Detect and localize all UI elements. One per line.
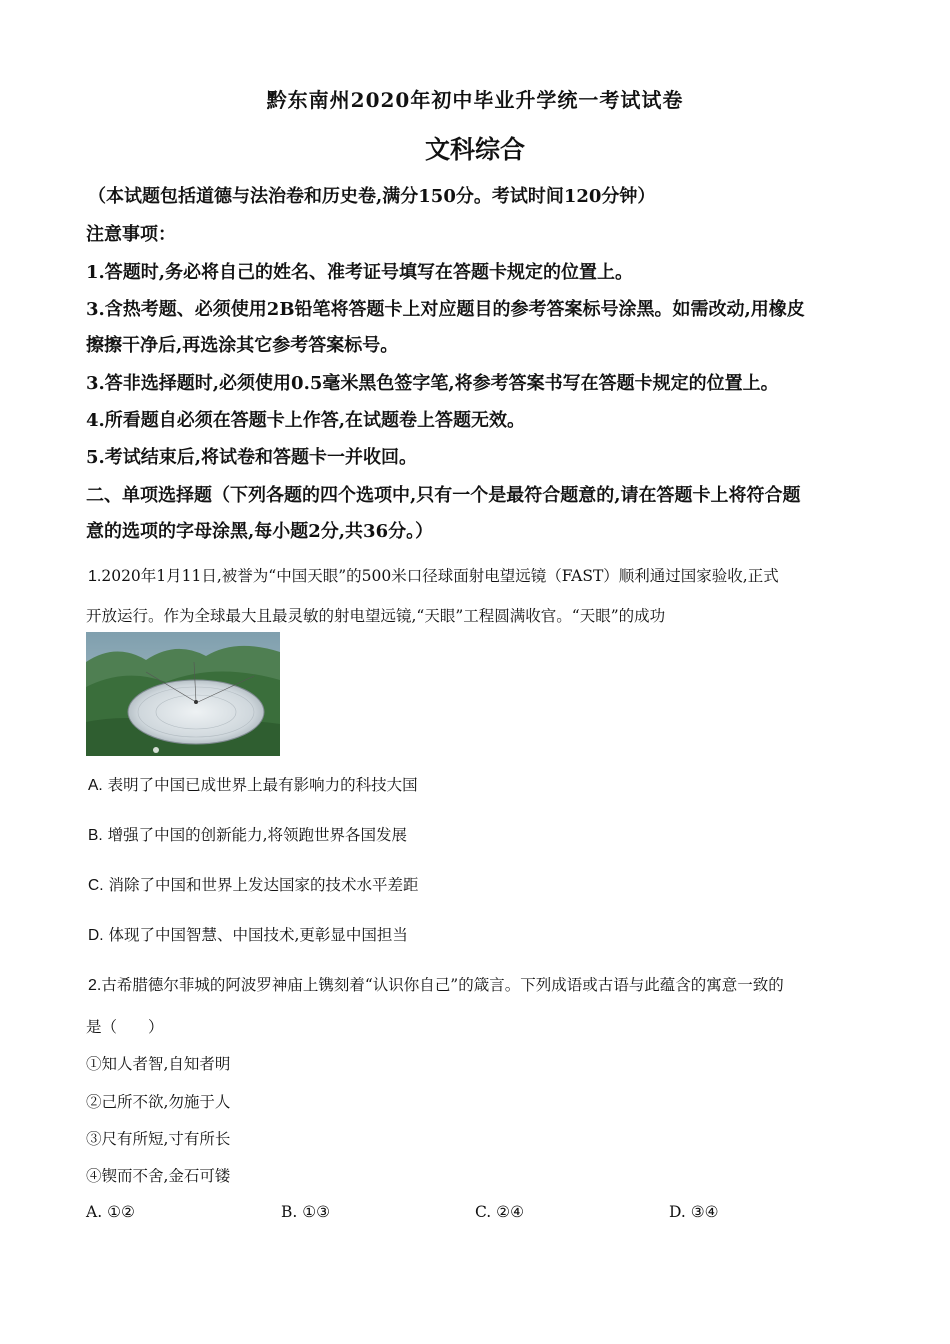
notice-item: 1.答题时,务必将自己的姓名、准考证号填写在答题卡规定的位置上。 — [86, 262, 634, 283]
telescope-illustration — [86, 632, 280, 756]
question-1-text — [88, 564, 779, 586]
option-letter: B. — [281, 1203, 298, 1221]
question-line: 古希腊德尔菲城的阿波罗神庙上镌刻着“认识你自己”的箴言。下列成语或古语与此蕴含的寓意一致的 — [101, 976, 784, 994]
option-letter: A. — [86, 1203, 103, 1221]
exam-note-line: （本试题包括道德与法治卷和历史卷,满分150分。考试时间120分钟） — [88, 186, 656, 207]
notice-item: 3.含热考题、必须使用2B铅笔将答题卡上对应题目的参考答案标号涂黑。如需改动,用橡皮 — [86, 299, 805, 320]
list-item: ④锲而不舍,金石可镂 — [86, 1167, 231, 1185]
option-text: ①② — [107, 1203, 135, 1221]
option-letter: A. — [88, 777, 103, 794]
option-letter: D. — [88, 927, 104, 944]
question-number: 1. — [88, 568, 102, 585]
option-a[interactable] — [88, 773, 418, 795]
question-line: 2020年1月11日,被誉为“中国天眼”的500米口径球面射电望远镜（FAST）顺利通过国家验收,正式 — [101, 567, 779, 585]
list-item: ①知人者智,自知者明 — [86, 1055, 231, 1073]
option-text: 体现了中国智慧、中国技术,更彰显中国担当 — [108, 926, 408, 944]
notice-item: 4.所看题自必须在答题卡上作答,在试题卷上答题无效。 — [86, 410, 526, 431]
option-d[interactable] — [669, 1203, 719, 1221]
question-2-text — [88, 973, 784, 995]
notice-item: 5.考试结束后,将试卷和答题卡一并收回。 — [86, 447, 418, 468]
notice-item: 3.答非选择题时,必须使用0.5毫米黑色签字笔,将参考答案书写在答题卡规定的位置上。 — [86, 373, 779, 394]
option-letter: C. — [475, 1203, 492, 1221]
option-letter: D. — [669, 1203, 686, 1221]
question-number: 2. — [88, 977, 102, 994]
section-heading: 二、单项选择题（下列各题的四个选项中,只有一个是最符合题意的,请在答题卡上将符合题 — [86, 485, 801, 506]
option-text: 消除了中国和世界上发达国家的技术水平差距 — [108, 876, 419, 894]
option-text: 增强了中国的创新能力,将领跑世界各国发展 — [107, 826, 408, 844]
option-text: 表明了中国已成世界上最有影响力的科技大国 — [107, 776, 418, 794]
exam-subtitle: 文科综合 — [424, 135, 525, 164]
option-d[interactable] — [88, 923, 408, 945]
option-c[interactable] — [475, 1203, 524, 1221]
option-text: ③④ — [690, 1203, 719, 1221]
list-item: ②己所不欲,勿施于人 — [86, 1093, 231, 1111]
fast-telescope-photo — [86, 632, 280, 756]
option-a[interactable] — [86, 1203, 135, 1221]
option-b[interactable] — [281, 1203, 330, 1221]
option-text: ①③ — [302, 1203, 331, 1221]
question-1-line-2: 开放运行。作为全球最大且最灵敏的射电望远镜,“天眼”工程圆满收官。“天眼”的成功 — [86, 607, 666, 625]
section-heading: 意的选项的字母涂黑,每小题2分,共36分。） — [86, 521, 434, 542]
notice-item: 擦擦干净后,再选涂其它参考答案标号。 — [86, 335, 399, 356]
notice-heading: 注意事项： — [86, 224, 176, 245]
option-text: ②④ — [496, 1203, 524, 1221]
option-letter: C. — [88, 877, 104, 894]
option-b[interactable] — [88, 823, 407, 845]
exam-title: 黔东南州2020年初中毕业升学统一考试试卷 — [266, 88, 684, 112]
option-c[interactable] — [88, 873, 418, 895]
option-letter: B. — [88, 827, 103, 844]
list-item: ③尺有所短,寸有所长 — [86, 1130, 231, 1148]
question-2-line-2: 是（ ） — [86, 1018, 164, 1036]
